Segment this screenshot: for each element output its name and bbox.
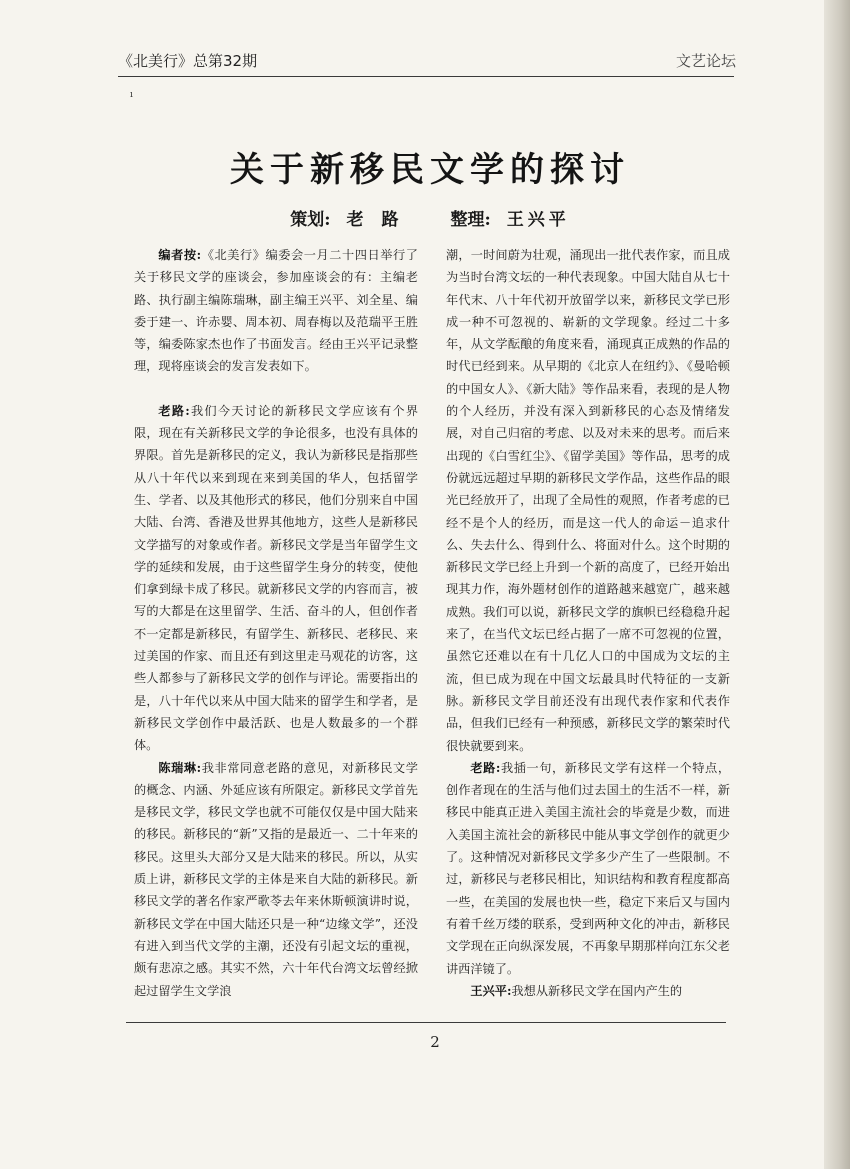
paragraph-text: 《北美行》编委会一月二十四日举行了关于移民文学的座谈会，参加座谈会的有：主编老路、执行副主编陈瑞琳，副主编王兴平、刘全星、编委于建一、许赤婴、周本初、周春梅以及范瑞平王胜等，编委陈家杰也作了书面发言。经由王兴平记录整理，现将座谈会的发言发表如下。	[134, 248, 418, 374]
speaker-label: 陈瑞琳:	[158, 760, 202, 775]
paragraph-chenruilin-cont	[446, 244, 730, 757]
paragraph-text: 我插一句，新移民文学有这样一个特点，创作者现在的生活与他们过去国土的生活不一样，新移民中能真正进入美国主流社会的毕竟是少数，而进入美国主流社会的新移民中能从事文学创作的就更少了。这种情况对新移民文学多少产生了一些限制。不过，新移民与老移民相比，知识结构和教育程度都高一些，在美国的发展也快一些，稳定下来后又与国内有着千丝万缕的联系，受到两种文化的冲击，新移民文学现在正向纵深发展，不再象早期那样向江东父老讲西洋镜了。	[446, 760, 731, 976]
paragraph-text: 我们今天讨论的新移民文学应该有个界限，现在有关新移民文学的争论很多，也没有具体的界限。首先是新移民的定义，我认为新移民是指那些从八十年代以来到现在来到美国的华人，包括留学生、学者、以及其他形式的移民，他们分别来自中国大陆、台湾、香港及世界其他地方，这些人是新移民文学描写的对象或作者。新移民文学是当年留学生文学的延续和发展，由于这些留学生身分的转变，使他们拿到绿卡成了移民。就新移民文学的内容而言，被写的大都是在这里留学、生活、奋斗的人，但创作者不一定都是新移民，有留学生、新移民、老移民、来过美国的作家、而且还有到这里走马观花的访客，这些人都参与了新移民文学的创作与评论。需要指出的是，八十年代以来从中国大陆来的留学生和学者，是新移民文学创作中最活跃、也是人数最多的一个群体。	[134, 403, 419, 753]
editor-label: 整理:	[450, 210, 491, 230]
paragraph-wangxingping	[446, 980, 730, 1002]
speaker-label: 老路:	[470, 760, 501, 775]
paragraph-laolu-2	[446, 757, 730, 980]
speaker-label: 王兴平:	[470, 983, 512, 998]
speaker-label: 老路:	[158, 403, 190, 418]
paragraph-editor-note	[134, 244, 418, 378]
section-header: 文艺论坛	[676, 52, 737, 70]
header-rule	[118, 76, 734, 77]
planner-label: 策划:	[290, 210, 331, 230]
paragraph-text: 我非常同意老路的意见，对新移民文学的概念、内涵、外延应该有所限定。新移民文学首先是移民文学，移民文学也就不可能仅仅是中国大陆来的移民。新移民的“新”又指的是最近一、二十年来的移民。这里头大部分又是大陆来的移民。所以，从实质上讲，新移民文学的主体是来自大陆的新移民。新移民文学的著名作家严歌苓去年来休斯顿演讲时说，新移民文学在中国大陆还只是一种“边缘文学”，还没有进入到当代文学的主潮，还没有引起文坛的重视，颇有悲凉之感。其实不然，六十年代台湾文坛曾经掀起过留学生文学浪	[134, 760, 418, 998]
page-number: 2	[430, 1033, 440, 1051]
paragraph-laolu	[134, 400, 418, 757]
paragraph-text: 潮，一时间蔚为壮观，涌现出一批代表作家，而且成为当时台湾文坛的一种代表现象。中国大陆自从七十年代末、八十年代初开放留学以来，新移民文学已形成一种不可忽视的、崭新的文学现象。经过二十多年，从文学酝酿的角度来看，涌现真正成熟的作品的时代已经到来。从早期的《北京人在纽约》、《曼哈顿的中国女人》、《新大陆》等作品来看，表现的是人物的个人经历，并没有深入到新移民的心态及情绪发展，对自己归宿的考虑、以及对未来的思考。而后来出现的《白雪红尘》、《留学美国》等作品，思考的成份就远远超过早期的新移民文学作品，这些作品的眼光已经放开了，出现了全局性的观照，作者考虑的已经不是个人的经历，而是这一代人的命运－追求什么、失去什么、得到什么、将面对什么。这个时期的新移民文学已经上升到一个新的高度了，已经开始出现其力作，海外题材创作的道路越来越宽广，越来越成熟。我们可以说，新移民文学的旗帜已经稳稳升起来了，在当代文坛已经占据了一席不可忽视的位置，虽然它还难以在有十几亿人口的中国成为文坛的主流，但已成为现在中国文坛最具时代特征的一支新脉。新移民文学目前还没有出现代表作家和代表作品，但我们已经有一种预感，新移民文学的繁荣时代很快就要到来。	[446, 248, 730, 753]
paragraph-chenruilin	[134, 757, 418, 1002]
journal-issue-header: 《北美行》总第32期	[118, 52, 258, 70]
planner-name: 老路	[346, 210, 417, 230]
byline	[130, 205, 730, 230]
left-column	[134, 244, 418, 1002]
right-column	[446, 244, 730, 1002]
article-title: 关于新移民文学的探讨	[230, 150, 630, 190]
footer-rule	[126, 1022, 726, 1023]
speaker-label: 编者按:	[158, 248, 202, 262]
binding-edge	[824, 0, 850, 1169]
paragraph-text: 我想从新移民文学在国内产生的	[511, 983, 683, 998]
corner-mark: ı	[130, 90, 133, 100]
editor-name: 王兴平	[506, 210, 570, 230]
